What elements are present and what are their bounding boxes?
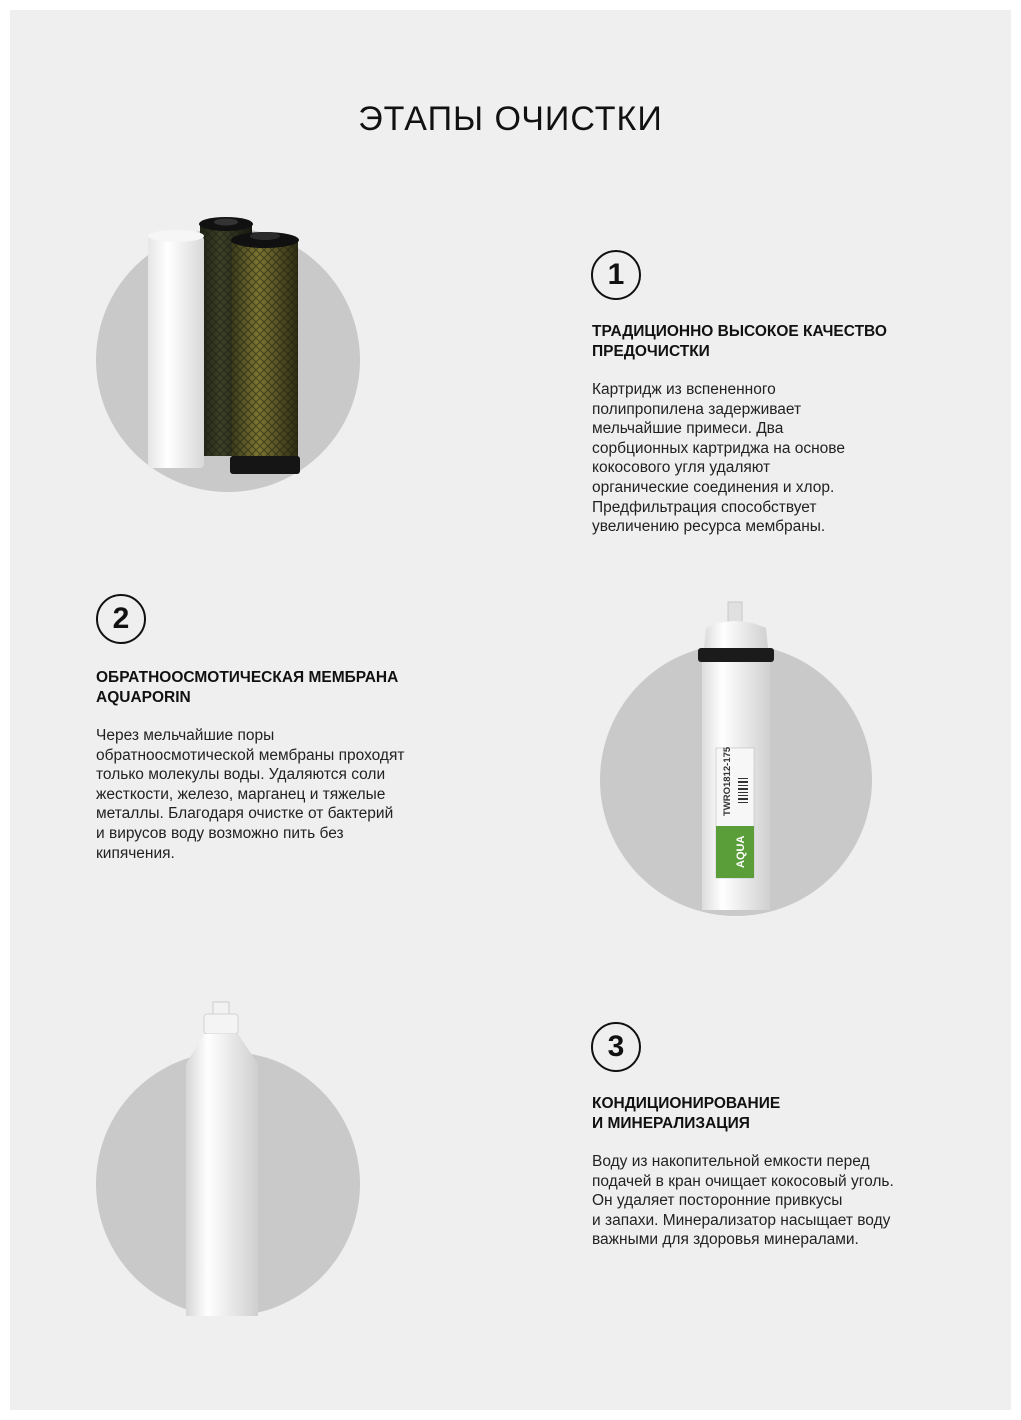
post-carbon-cartridge-image [180,1000,270,1316]
stage-2-number-badge: 2 [96,594,146,644]
stage-3-heading: КОНДИЦИОНИРОВАНИЕ И МИНЕРАЛИЗАЦИЯ [592,1095,781,1132]
stage-2-description: Через мельчайшие поры обратноосмотической мембраны проходят только молекулы воды. Удаляются соли жесткости, железо, марганец и тяжелые металлы. Благодаря очистке от бактерий и вирусов воду возможно пить без кипячения. [96,727,405,862]
ro-membrane-image [694,598,784,910]
prefilter-cartridges-image [140,210,310,480]
stage-2-heading: ОБРАТНООСМОТИЧЕСКАЯ МЕМБРАНА AQUAPORIN [96,669,399,706]
stage-1-heading: ТРАДИЦИОННО ВЫСОКОЕ КАЧЕСТВО ПРЕДОЧИСТКИ [592,323,887,360]
page-title: ЭТАПЫ ОЧИСТКИ [358,100,663,138]
membrane-brand-label: AQUA [735,835,747,868]
stage-1-description: Картридж из вспененного полипропилена задерживает мельчайшие примеси. Два сорбционных картриджа на основе кокосового угля удаляют органические соединения и хлор. Предфильтрация способствует увеличению ресурса мембраны. [592,381,845,536]
stage-3-number-badge: 3 [591,1022,641,1072]
membrane-model-label: TWRO1812-175 [722,746,733,816]
stage-1-number-badge: 1 [591,250,641,300]
stage-3-description: Воду из накопительной емкости перед подачей в кран очищает кокосовый уголь. Он удаляет посторонние привкусы и запахи. Минерализатор насыщает воду важными для здоровья минералами. [592,1153,894,1249]
